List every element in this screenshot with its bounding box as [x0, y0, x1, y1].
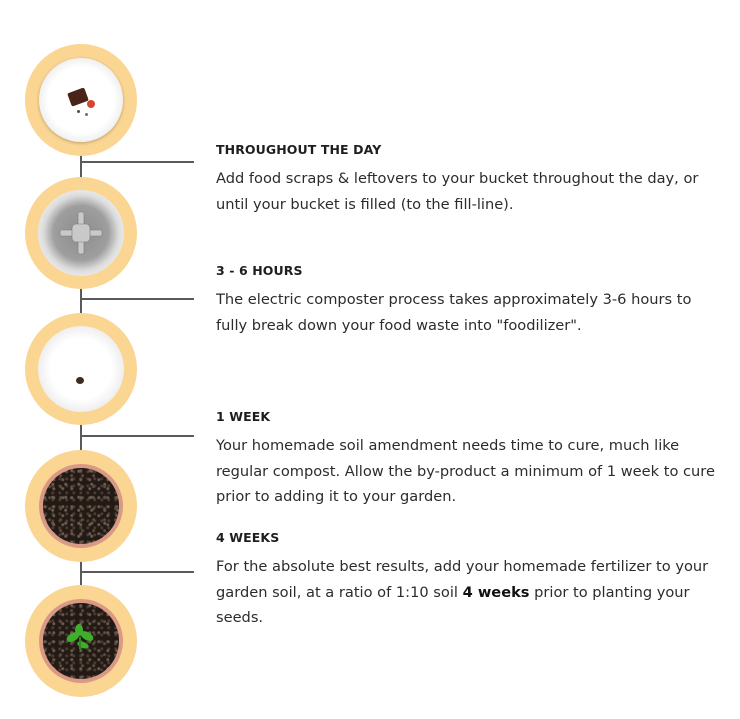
step-heading: 4 WEEKS — [216, 530, 280, 545]
step-text-before: For the absolute best results, add your homemade fertilizer to your garden soil, at a ratio of 1:10 soil — [216, 558, 709, 601]
step-description — [216, 554, 726, 631]
composter-bucket — [38, 190, 124, 276]
crumb-icon — [85, 113, 88, 116]
soil-pot — [39, 464, 123, 548]
seedling-pot — [39, 599, 123, 683]
step-heading: THROUGHOUT THE DAY — [216, 142, 382, 157]
timeline-connector — [80, 161, 194, 163]
step-description: Add food scraps & leftovers to your bucket throughout the day, or until your bucket is filled (to the fill-line). — [216, 170, 699, 213]
tomato-icon — [87, 100, 95, 108]
step-3-6-hours — [216, 263, 726, 338]
step-1-week — [216, 409, 726, 510]
step-text-after: prior to planting your seeds. — [216, 583, 690, 626]
timeline-connector — [80, 435, 194, 437]
plate-image — [25, 44, 137, 156]
plate — [39, 58, 123, 142]
seedling-icon — [39, 599, 123, 683]
food-scrap-icon — [67, 87, 89, 106]
timeline-connector — [80, 571, 194, 573]
step-throughout-the-day — [216, 142, 726, 217]
seedling-pot-image — [25, 585, 137, 697]
composter-image — [25, 177, 137, 289]
bucket-inside — [38, 326, 124, 412]
foodilizer-image — [25, 313, 137, 425]
step-heading: 3 - 6 HOURS — [216, 263, 303, 278]
foodilizer-icon — [76, 377, 84, 384]
step-text-bold: 4 weeks — [462, 583, 530, 601]
step-4-weeks — [216, 530, 726, 631]
crumb-icon — [77, 110, 80, 113]
soil-texture — [43, 468, 119, 544]
step-description: Your homemade soil amendment needs time to cure, much like regular compost. Allow the by-product a minimum of 1 week to cure prior to adding it to your garden. — [216, 437, 715, 505]
timeline-connector — [80, 298, 194, 300]
blade-icon — [38, 190, 124, 276]
step-heading: 1 WEEK — [216, 409, 271, 424]
soil-pot-image — [25, 450, 137, 562]
step-description: The electric composter process takes approximately 3-6 hours to fully break down your food waste into "foodilizer". — [216, 291, 692, 334]
